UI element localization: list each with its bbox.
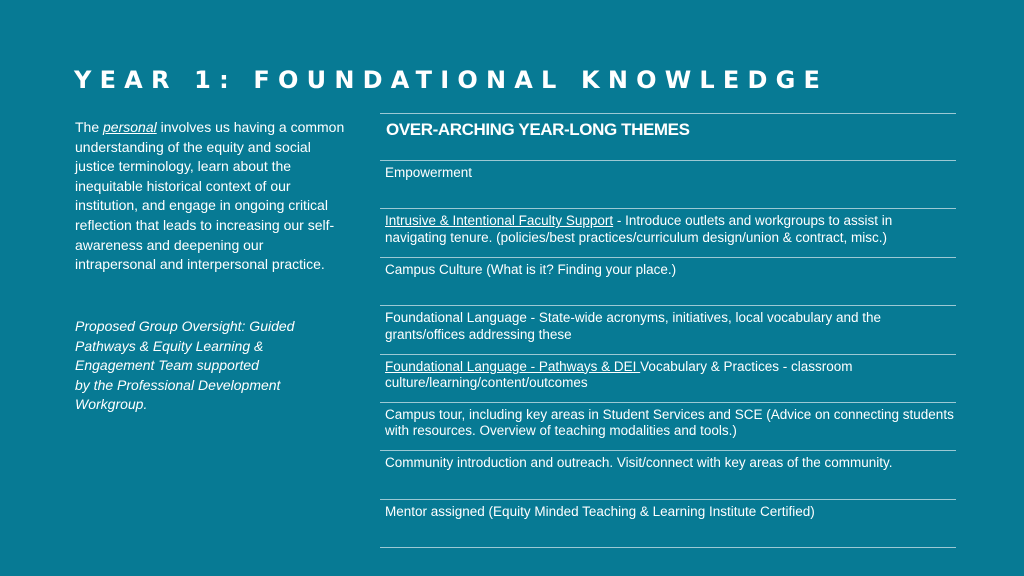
theme-text: Foundational Language - State-wide acronyms, initiatives, local vocabulary and the grants/offices addressing these <box>385 310 882 342</box>
oversight-line: Pathways & Equity Learning & <box>75 337 264 354</box>
oversight-line: Engagement Team supported <box>75 357 259 374</box>
intro-prefix: The <box>75 119 104 135</box>
theme-text: Mentor assigned (Equity Minded Teaching & Learning Institute Certified) <box>385 503 815 519</box>
theme-row <box>380 500 956 548</box>
slide-title: YEAR 1: FOUNDATIONAL KNOWLEDGE <box>74 66 829 94</box>
oversight-line: Workgroup. <box>75 396 148 413</box>
theme-row <box>380 209 956 257</box>
intro-paragraph <box>75 118 347 275</box>
theme-row <box>380 403 956 451</box>
theme-text: Empowerment <box>385 165 473 180</box>
theme-text: Vocabulary & Practices - classroom culture/learning/content/outcomes <box>385 358 853 391</box>
theme-row <box>380 355 956 403</box>
intro-body: involves us having a common understanding of the equity and social justice terminology, learn about the inequitable historical context of our institution, and engage in ongoing critical reflection that leads to increasing our self-awareness and deepening our intrapersonal and interpersonal practice. <box>75 119 345 273</box>
theme-text: Community introduction and outreach. Visit/connect with key areas of the community. <box>385 455 893 471</box>
theme-row <box>380 161 956 209</box>
theme-link[interactable]: Foundational Language - Pathways & DEI <box>385 358 641 374</box>
theme-text: Campus Culture (What is it? Finding your place.) <box>385 261 677 277</box>
theme-link[interactable]: Intrusive & Intentional Faculty Support <box>385 213 614 229</box>
theme-row <box>380 451 956 499</box>
theme-text: Campus tour, including key areas in Student Services and SCE (Advice on connecting students with resources. Overview of teaching modalities and tools.) <box>385 406 954 439</box>
intro-emphasis: personal <box>103 119 157 135</box>
themes-header: OVER-ARCHING YEAR-LONG THEMES <box>380 114 956 161</box>
theme-row <box>380 258 956 306</box>
oversight-line: Proposed Group Oversight: Guided <box>75 318 295 334</box>
themes-table <box>380 113 956 548</box>
theme-row <box>380 306 956 354</box>
theme-text: - Introduce outlets and workgroups to assist in navigating tenure. (policies/best practices/curriculum design/union & contract, misc.) <box>385 213 893 245</box>
oversight-line: by the Professional Development <box>75 376 281 393</box>
oversight-note <box>75 317 335 415</box>
